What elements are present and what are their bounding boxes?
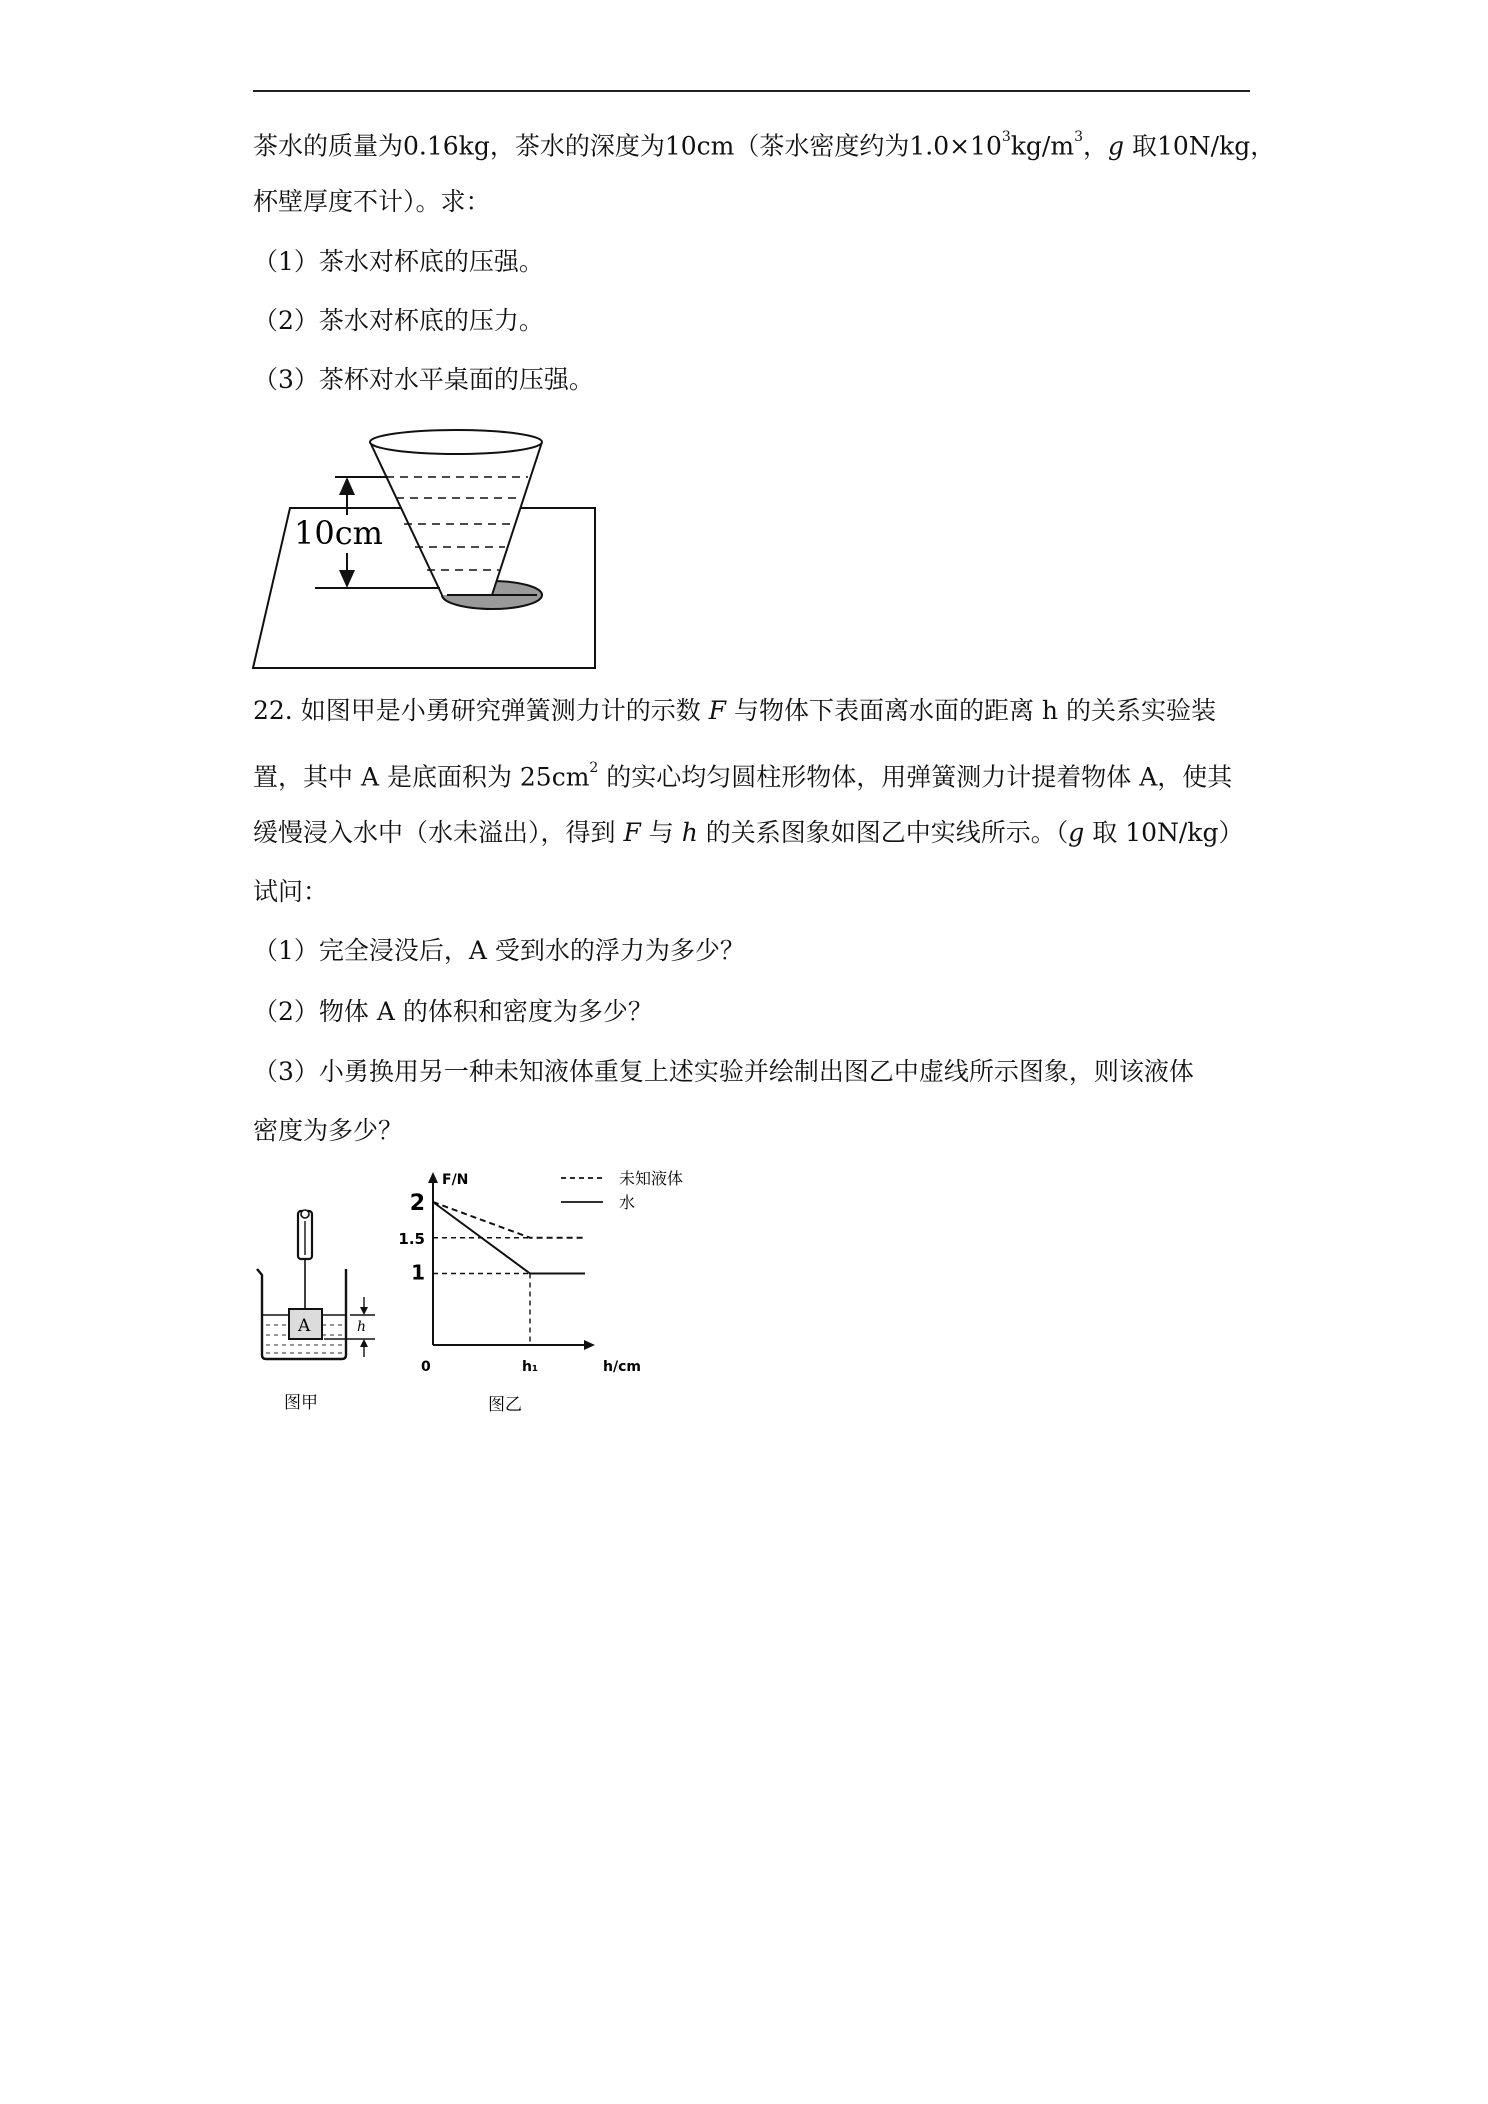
- q22-line1-F: F: [708, 696, 727, 725]
- q21-line1-text-d: 取10N/kg，: [1124, 131, 1276, 161]
- cup-rim: [370, 430, 542, 454]
- x-axis-label: h/cm: [603, 1359, 641, 1375]
- depth-label: 10cm: [294, 514, 383, 552]
- q22-line3-text-d: 取 10N/kg）: [1084, 818, 1244, 847]
- q22-line3-F: F: [623, 818, 641, 847]
- legend-label: 未知液体: [619, 1169, 684, 1188]
- q21-cup-figure: [250, 425, 610, 670]
- origin-label: 0: [421, 1359, 431, 1375]
- arrow-down-icon: [339, 570, 355, 588]
- q22-sub-3-cont: 密度为多少？: [253, 1116, 404, 1145]
- h-label: h: [357, 1319, 367, 1335]
- q21-line1-text-b: kg/m: [1010, 131, 1075, 161]
- q21-sub-3: （3）茶杯对水平桌面的压强。: [253, 365, 594, 394]
- chart-series: [433, 1202, 585, 1345]
- x-tick-label: h₁: [521, 1359, 539, 1375]
- q22-line2-exponent: 2: [589, 760, 599, 776]
- chart-legend: [561, 1169, 683, 1212]
- q22-line1-text-b: 与物体下表面离水面的距离 h 的关系实验装: [726, 696, 1216, 725]
- y-axis-label: F/N: [442, 1172, 469, 1188]
- q22-line-4: 试问：: [253, 877, 329, 906]
- q22-line1-text-a: 22. 如图甲是小勇研究弹簧测力计的示数: [253, 696, 709, 725]
- y-tick-label: 1.5: [398, 1229, 425, 1248]
- arrow-up-icon: [360, 1339, 368, 1347]
- q22-figure-yi: [395, 1160, 725, 1420]
- q21-sub-2: （2）茶水对杯底的压力。: [253, 306, 544, 335]
- q21-line1-g: g: [1108, 131, 1125, 161]
- legend-label: 水: [619, 1193, 636, 1212]
- arrow-up-icon: [339, 477, 355, 495]
- arrow-down-icon: [360, 1307, 368, 1315]
- q22-line-1: [253, 695, 1216, 727]
- q21-line1-text-a: 茶水的质量为0.16kg，茶水的深度为10cm（茶水密度约为1.0×10: [253, 131, 1002, 161]
- q22-sub-1: （1）完全浸没后，A 受到水的浮力为多少？: [253, 936, 745, 965]
- q21-line-2: 杯壁厚度不计）。求：: [253, 187, 491, 216]
- y-tick-label: 2: [409, 1191, 425, 1216]
- q21-line1-exponent: 3: [1001, 129, 1011, 145]
- q22-line2-text-b: 的实心均匀圆柱形物体，用弹簧测力计提着物体 A，使其: [598, 762, 1233, 792]
- q22-sub-2: （2）物体 A 的体积和密度为多少？: [253, 997, 653, 1026]
- q22-sub-3: （3）小勇换用另一种未知液体重复上述实验并绘制出图乙中虚线所示图象，则该液体: [253, 1057, 1194, 1086]
- q21-sub-1: （1）茶水对杯底的压强。: [253, 247, 544, 276]
- q22-line3-text-b: 与: [640, 818, 682, 847]
- q22-line-2: [253, 756, 1232, 793]
- q22-line3-text-c: 的关系图象如图乙中实线所示。（: [697, 818, 1069, 847]
- object-a-label: A: [298, 1316, 311, 1336]
- y-axis-arrow-icon: [428, 1172, 438, 1183]
- figure-jia-caption: 图甲: [284, 1393, 318, 1413]
- y-tick-label: 1: [411, 1260, 425, 1285]
- spring-scale-ring: [301, 1210, 309, 1218]
- q22-line-3: [253, 817, 1243, 849]
- header-rule: [253, 90, 1250, 92]
- q22-line3-text-a: 缓慢浸入水中（水未溢出），得到: [253, 818, 624, 847]
- q21-line1-exponent-2: 3: [1074, 129, 1083, 145]
- q21-line1-text-c: ，: [1082, 131, 1108, 161]
- q22-line3-h: h: [681, 818, 698, 847]
- x-axis-arrow-icon: [584, 1340, 595, 1350]
- q22-line2-text-a: 置，其中 A 是底面积为 25cm: [253, 762, 590, 792]
- q21-line-1: [253, 125, 1275, 162]
- figure-yi-caption: 图乙: [488, 1395, 522, 1415]
- q22-figure-jia: [252, 1205, 387, 1420]
- q22-line3-g: g: [1068, 818, 1085, 847]
